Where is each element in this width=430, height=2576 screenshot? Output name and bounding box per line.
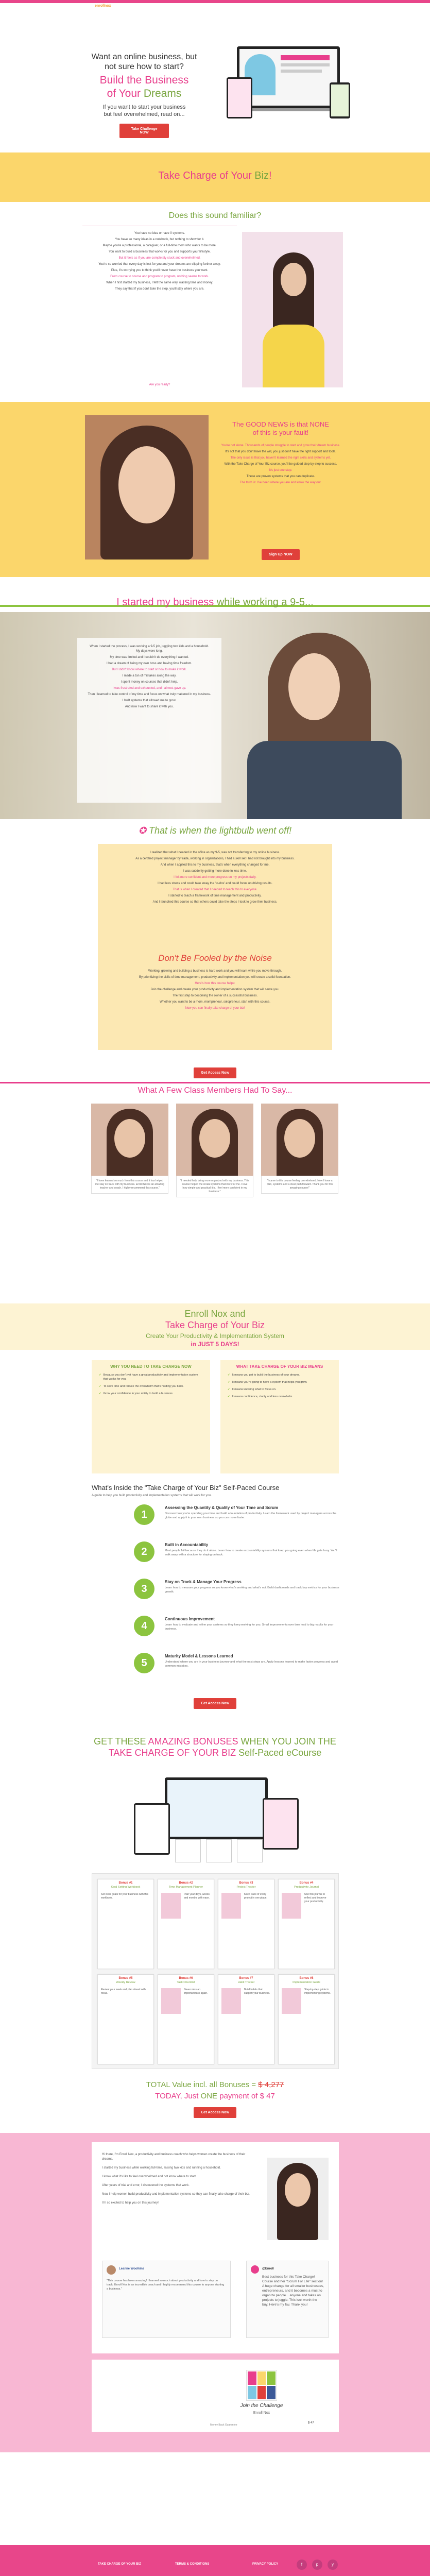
bonus-head [158, 1882, 214, 1885]
means-item-text: It means knowing what to focus on. [232, 1388, 277, 1391]
hero-headline-c: Dreams [143, 88, 182, 99]
why-title: WHY YOU NEED TO TAKE CHARGE NOW [110, 1364, 192, 1369]
testimonial-quote: "I came to this course feeling overwhelmed. Now I have a plan, systems and a clear path forward. Thank you for this amazing course!" [261, 1176, 338, 1194]
enroll-line2: Take Charge of Your Biz [165, 1320, 265, 1330]
bonus-card [158, 1879, 214, 1969]
about-paragraph: I'm so excited to help you on this journey! [102, 2201, 159, 2205]
phone [330, 82, 350, 118]
testimonials-title-b: A Few Class Members Had To Say... [159, 1086, 293, 1095]
step-body: Discover how you're spending your time and build a foundation of productivity. Learn the framework used by project managers across the globe and apply it to your own business so you can move faster. [165, 1512, 337, 1519]
familiar-item: When I first started my business, I felt the same way, wasting time and money. [106, 281, 213, 284]
hero-cta-button[interactable]: Take Challenge NOW [119, 124, 169, 138]
goodnews-item: The truth is: I've been where you are and know the way out. [239, 481, 322, 484]
lightbulb-item: And I launched this course so that others could take the steps I took to grow their business. [152, 901, 278, 904]
bonus-body: Never miss an important task again. [184, 1988, 208, 1995]
bonus-head [279, 1977, 334, 1980]
testimonial-fb [102, 2261, 231, 2338]
started-item: I built systems that allowed me to grow. [122, 699, 177, 702]
today-price [0, 2092, 430, 2100]
fool-title: Don't Be Fooled by the Noise [158, 953, 272, 963]
bonus-image [221, 1893, 241, 1919]
bonus-image [161, 1988, 181, 2014]
payment-icons [246, 2370, 277, 2401]
means-item [228, 1380, 332, 1384]
bonus-title-c: WHEN YOU JOIN THE [238, 1736, 336, 1747]
familiar-item: You're so worried that every day is lost for you and your dreams are slipping further away. [98, 263, 221, 266]
banner-b: Biz [254, 170, 269, 181]
step-title: Built in Accountability [165, 1543, 209, 1547]
instagram-icon [251, 2265, 259, 2274]
bonus-card [97, 1974, 154, 2064]
bonus-title: Weekly Review [116, 1981, 135, 1984]
why-item-text: To save time and reduce the overwhelm that's holding you back. [103, 1385, 184, 1388]
started-item: I was frustrated and exhausted, and I almost gave up. [112, 687, 186, 690]
bonus-image [221, 1988, 241, 2014]
banner-take-charge [0, 152, 430, 202]
check-icon: ✔ [228, 1388, 230, 1391]
bonus-title: Task Checklist [177, 1981, 195, 1984]
lightbulb-item2: By prioritizing the skills of time management, productivity and implementation you will create a solid foundation. [139, 976, 291, 979]
familiar-item: You have so many ideas in a notebook, but nothing to show for it. [115, 238, 204, 241]
step-number: 5 [134, 1653, 154, 1673]
avatar [107, 2265, 116, 2275]
bonus-card [97, 1879, 154, 1969]
started-list [88, 643, 211, 711]
bonus-number: Bonus #7 [239, 1977, 253, 1980]
bonuses-title-line1 [0, 1736, 430, 1747]
about-card [92, 2142, 339, 2353]
pinterest-icon[interactable]: p [312, 2560, 322, 2570]
banner-title [0, 170, 430, 182]
goodnews-list [216, 442, 345, 487]
goodnews-title1: The GOOD NEWS is that NONE [232, 420, 329, 428]
bonus-title: Goal Setting Workbook [111, 1886, 141, 1889]
started-item: And now I want to share it with you. [125, 705, 174, 708]
means-item [228, 1373, 332, 1377]
check-icon: ✔ [228, 1381, 230, 1384]
sign-line1: Join the Challenge [240, 2403, 283, 2409]
lightbulb-item2: Join the challenge and create your productivity and implementation system that will serve you. [150, 988, 280, 991]
bonus-card [218, 1879, 274, 1969]
bonus-head [98, 1977, 153, 1980]
course-step [134, 1653, 340, 1689]
bonus-number: Bonus #8 [299, 1977, 314, 1980]
guarantee-badge: Money Back Guarantee [210, 2424, 237, 2427]
familiar-note: Are you ready? [149, 383, 170, 386]
lightbulb-item2: Working, growing and building a business is hard work and you will learn while you move through. [148, 970, 282, 973]
hero-line2: not sure how to start? [105, 62, 184, 71]
started-item: But I didn't know where to start or how to make it work. [112, 668, 187, 671]
testimonials-title-a: What [137, 1086, 159, 1095]
means-item [228, 1387, 332, 1392]
sign-amount: $ 47 [308, 2421, 314, 2425]
bonus-number: Bonus #5 [118, 1977, 133, 1980]
about-paragraph: Hi there, I'm Enroll Nox, a productivity and business coach who helps women create the business of their dreams. [102, 2153, 246, 2161]
bonus-image [161, 1893, 181, 1919]
banner-a: Take Charge of Your [158, 170, 255, 181]
bonus-title: Productivity Journal [294, 1886, 319, 1889]
enroll-line3: Create Your Productivity & Implementation System [146, 1332, 284, 1340]
divider [0, 1082, 430, 1083]
bonus-title: Habit Tracker [237, 1981, 255, 1984]
goodnews-photo [85, 415, 209, 560]
about-photo [267, 2158, 329, 2240]
total-value [0, 2080, 430, 2089]
why-list [92, 1373, 210, 1396]
lightbulb-item: I had less stress and could take away the 'to-dos' and could focus on driving results. [158, 882, 272, 885]
bonus-grid [92, 1873, 339, 2069]
youtube-icon[interactable]: y [328, 2560, 338, 2570]
familiar-photo [242, 232, 343, 387]
check-icon: ✔ [99, 1374, 101, 1377]
bonus-body: Build habits that support your business. [244, 1988, 270, 1995]
check-icon: ✔ [99, 1385, 101, 1388]
why-item [99, 1384, 203, 1388]
step-title: Assessing the Quantity & Quality of Your Time and Scrum [165, 1505, 279, 1510]
tablet [227, 77, 252, 118]
check-icon: ✔ [228, 1395, 230, 1398]
testimonial-photo [91, 1104, 168, 1181]
lightbulb-list [103, 849, 327, 906]
familiar-item: You want to build a business that works for you and supports your lifestyle. [109, 250, 211, 253]
sign-line2: Enroll Nox [253, 2411, 270, 2415]
goodnews-item: With the Take Charge of Your Biz course, you'll be guided step-by-step to success. [224, 463, 337, 466]
bonus-number: Bonus #2 [179, 1882, 193, 1885]
bonus-title-e: Self-Paced eCourse [236, 1748, 322, 1758]
bonus-title: Project Tracker [236, 1886, 256, 1889]
bonus-head [279, 1882, 334, 1885]
testimonial2-body: Best business for this Take Charge! Course and her "Scrum For Life" section! A huge change for all smaller businesses, entrepreneurs, and it becomes a must to organize people... anyone and takes on projects to juggle. This isn't worth the buy. Here's my fav. Thank you! [262, 2275, 324, 2307]
familiar-list [82, 230, 237, 293]
lightbulb-item: I was suddenly getting more done in less time. [183, 870, 247, 873]
footer-link[interactable]: TERMS & CONDITIONS [175, 2563, 210, 2566]
enroll-line1: Enroll Nox and [184, 1309, 246, 1319]
started-title-b: while working a 9-5... [216, 597, 314, 608]
familiar-item: From course to course and program to program, nothing seems to work. [110, 275, 209, 278]
hero-section [0, 3, 430, 147]
today-d: $ 47 [260, 2092, 275, 2100]
started-item: When I started the process, I was working a 9-5 job, juggling two kids and a household. My days were long. [90, 645, 209, 653]
about-paragraph: After years of trial and error, I discovered the systems that work. [102, 2184, 190, 2187]
lightbulb-item2: The first step to becoming the owner of a successful business. [172, 994, 258, 997]
total-b: $ 4,277 [258, 2080, 284, 2089]
testimonial2-handle: @Enroll [262, 2267, 274, 2270]
enroll-line4: in JUST 5 DAYS! [191, 1341, 239, 1348]
started-item: Then I learned to take control of my time and focus on what truly mattered in my business. [88, 693, 211, 696]
why-item [99, 1373, 203, 1381]
signature-area [92, 2360, 339, 2432]
course-step [134, 1579, 340, 1615]
hero-sub1: If you want to start your business [102, 104, 186, 110]
testimonial-card [261, 1104, 338, 1194]
started-title [0, 597, 430, 608]
lightbulb-item2: Here's how this course helps: [195, 982, 235, 985]
about-section [0, 2133, 430, 2452]
bonuses-cta-button[interactable]: Get Access Now [194, 2107, 236, 2118]
about-paragraph: Now I help women build productivity and implementation systems so they can finally take charge of their biz. [102, 2193, 250, 2196]
bonus-head [158, 1977, 214, 1980]
testimonial-quote: "I needed help being more organized with my business. This course helped me create systems that work for me. I love how simple and practical it is. I feel more confident in my business." [176, 1176, 253, 1197]
familiar-item: You have no idea or have 0 systems. [134, 232, 185, 235]
course-step [134, 1504, 340, 1540]
bonus-head [218, 1977, 274, 1980]
step-number: 2 [134, 1541, 154, 1562]
bonus-title-d: TAKE CHARGE OF YOUR BIZ [108, 1748, 236, 1758]
means-item-text: It means confidence, clarity and less overwhelm. [232, 1395, 293, 1398]
goodnews-item: It's just one step. [269, 469, 293, 472]
step-number: 4 [134, 1616, 154, 1636]
step-body: Most people fail because they do it alone. Learn how to create accountability systems that keep you going even when life gets busy. You'll walk away with a structure for staying on track. [165, 1549, 337, 1556]
hero-sub2: but feel overwhelmed, read on... [104, 111, 185, 117]
lightbulb-item: And when I applied this to my business, that's when everything changed for me. [160, 863, 270, 867]
lightbulb-item: I felt more confident and more progress on my projects daily. [174, 876, 256, 879]
step-number: 3 [134, 1579, 154, 1599]
means-list [220, 1373, 339, 1399]
step-title: Maturity Model & Lessons Learned [165, 1654, 233, 1658]
testimonial1-name: Leanne Woolkins [119, 2267, 145, 2270]
course-step [134, 1541, 340, 1578]
familiar-item: They say that if you don't take the step, you'll stay where you are. [115, 287, 204, 291]
means-box [220, 1360, 339, 1473]
step-body: Learn how to measure your progress so you know what's working and what's not. Build dashboards and track key metrics for your business growth. [165, 1586, 339, 1594]
lightbulb-title: That is when the lightbulb went off! [148, 825, 292, 836]
bonus-image [282, 1988, 301, 2014]
inside-title: What's Inside the "Take Charge of Your Biz" Self-Paced Course [92, 1484, 280, 1492]
goodnews-item: The only issue is that you haven't learned the right skills and systems yet. [230, 456, 331, 460]
bonus-body: Review your week and plan ahead with focus. [101, 1988, 146, 1995]
lightbulb-item: I realized that what I needed in the office as my 9-5, was not transferring to my online business. [150, 851, 280, 854]
facebook-icon[interactable]: f [297, 2560, 307, 2570]
lightbulb-list2 [103, 968, 327, 1012]
logo[interactable]: enrollnox [95, 4, 111, 8]
about-paragraph: I started my business while working full-time, raising two kids and running a household. [102, 2166, 221, 2170]
started-item: I had a dream of being my own boss and having time freedom. [106, 662, 193, 665]
step-title: Stay on Track & Manage Your Progress [165, 1580, 242, 1584]
testimonial-card [176, 1104, 253, 1197]
about-text [102, 2153, 256, 2210]
bonus-devices [134, 1772, 299, 1865]
bonus-number: Bonus #1 [118, 1882, 133, 1885]
lightbulb-item: I started to teach a framework of time management and productivity. [168, 894, 262, 897]
today-b: ONE [200, 2092, 218, 2100]
step-number: 1 [134, 1504, 154, 1525]
step-body: Learn how to evaluate and refine your systems so they keep working for you. Small improvements over time lead to big results for your business. [165, 1623, 334, 1631]
footer-links [0, 2563, 430, 2568]
started-photo-section [0, 612, 430, 819]
bonus-title: Implementation Guide [293, 1981, 320, 1984]
means-item-text: It means you get to build the business of your dreams. [232, 1374, 300, 1377]
testimonial-photo [176, 1104, 253, 1181]
started-title-bar [0, 588, 430, 607]
bonus-body: Keep track of every project in one place. [244, 1893, 267, 1900]
lightbulb-item: That is when I created that I needed to teach this to everyone. [173, 888, 257, 891]
started-item: I spent money on courses that didn't help. [121, 681, 178, 684]
means-item-text: It means you're going to have a system that helps you grow. [232, 1381, 307, 1384]
started-title-a: I started my business [116, 597, 217, 608]
testimonial-quote: "I have learned so much from this course and it has helped me stay on track with my business. Enroll Nox is an amazing teacher and coach. I highly recommend this course." [91, 1176, 168, 1194]
about-paragraph: I know what it's like to feel overwhelmed and not know where to start. [102, 2175, 197, 2178]
footer-link[interactable]: TAKE CHARGE OF YOUR BIZ [98, 2563, 141, 2566]
testimonial-photo [261, 1104, 338, 1181]
bonus-number: Bonus #6 [179, 1977, 193, 1980]
goodnews-section [0, 402, 430, 577]
goodnews-item: These are proven systems that you can duplicate. [246, 475, 315, 478]
familiar-item: But it feels as if you are completely stuck and overwhelmed. [118, 257, 201, 260]
testimonial-card [91, 1104, 168, 1194]
lightbulb-item: As a certified project manager by trade, working in organizations, I had a skill set I had not brought into my business. [135, 857, 295, 860]
why-box [92, 1360, 210, 1473]
step-title: Continuous Improvement [165, 1617, 215, 1621]
goodnews-item: You're not alone. Thousands of people struggle to start and grow their dream business. [221, 444, 340, 447]
hero-headline-b [82, 88, 206, 100]
means-item [228, 1395, 332, 1399]
course-step [134, 1616, 340, 1652]
testimonials-title [0, 1086, 430, 1095]
familiar-item: Maybe you're a professional, a caregiver, or a full-time mom who wants to be more. [102, 244, 217, 247]
lightbulb-item2: Now you can finally take charge of your biz! [185, 1007, 245, 1010]
bonus-body: Use this journal to reflect and improve your productivity. [304, 1893, 326, 1903]
testimonial-ig [246, 2261, 329, 2338]
lightbulb-item2: Whether you want to be a mom, mompreneur, solopreneur, start with this course. [160, 1001, 270, 1004]
why-item [99, 1392, 203, 1396]
lightbulb-cta-button[interactable]: Get Access Now [194, 1067, 236, 1078]
goodnews-title2: of this is your fault! [252, 429, 309, 436]
today-c: payment of [217, 2092, 260, 2100]
bonuses-title-line2 [0, 1748, 430, 1758]
bonus-title-b: AMAZING BONUSES [148, 1736, 238, 1747]
why-item-text: Grow your confidence in your ability to build a business. [103, 1392, 174, 1395]
testimonials-row [91, 1104, 338, 1274]
step-body: Understand where you are in your business journey and what the next steps are. Apply lessons learned to make faster progress and avoid common mistakes. [165, 1660, 338, 1668]
bonus-body: Set clear goals for your business with this workbook. [101, 1893, 148, 1900]
means-title: WHAT TAKE CHARGE OF YOUR BIZ MEANS [236, 1364, 323, 1369]
hero-headline-a: Build the Business [99, 74, 189, 86]
footer [0, 2545, 430, 2576]
hero-line1: Want an online business, but [91, 53, 197, 61]
bonus-number: Bonus #4 [299, 1882, 314, 1885]
bonus-body: Plan your days, weeks and months with ease. [184, 1893, 210, 1900]
goodnews-item: It's not that you don't have the will, you just don't have the right support and tools. [225, 450, 336, 453]
check-icon: ✔ [99, 1392, 101, 1395]
check-icon: ✔ [228, 1374, 230, 1377]
inside-cta-button[interactable]: Get Access Now [194, 1698, 236, 1709]
bonus-head [218, 1882, 274, 1885]
bonus-card [278, 1974, 335, 2064]
testimonial1-body: "This course has been amazing! I learned so much about productivity and how to stay on track. Enroll Nox is an incredible coach and I highly recommend this course to anyone starting a business." [107, 2279, 225, 2291]
bonus-body: Step-by-step guide to implementing systems. [304, 1988, 331, 1995]
bonus-head [98, 1882, 153, 1885]
bonus-title-a: GET THESE [94, 1736, 148, 1747]
inside-sub: A guide to help you build productivity and implementation systems that will work for you. [92, 1494, 212, 1497]
steps-list [134, 1504, 340, 1700]
familiar-title: Does this sound familiar? [168, 211, 262, 220]
bonus-card [218, 1974, 274, 2064]
total-a: TOTAL Value incl. all Bonuses = [146, 2080, 259, 2089]
enroll-banner [0, 1303, 430, 1350]
banner-c: ! [269, 170, 272, 181]
why-item-text: Because you don't yet have a great productivity and implementation system that works for you. [103, 1374, 198, 1381]
bonus-number: Bonus #3 [239, 1882, 253, 1885]
footer-link[interactable]: PRIVACY POLICY [252, 2563, 279, 2566]
familiar-item: Plus, it's worrying you to think you'll never have the business you want. [111, 269, 209, 272]
bonus-image [282, 1893, 301, 1919]
started-item: I made a ton of mistakes along the way. [122, 674, 177, 677]
lightbulb-icon: ✪ [138, 825, 146, 836]
lightbulb-title-wrap [0, 824, 430, 838]
familiar-section [0, 202, 430, 398]
today-a: TODAY, Just [155, 2092, 201, 2100]
bonus-title: Time Management Planner [168, 1886, 203, 1889]
hero-device-mockup [227, 46, 350, 134]
goodnews-cta-button[interactable]: Sign Up NOW [262, 549, 300, 560]
laptop-screen [237, 46, 340, 108]
hero-headline-b-text: of Your [107, 88, 144, 99]
bonus-card [278, 1879, 335, 1969]
started-item: My time was limited and I couldn't do everything I wanted. [110, 656, 189, 659]
bonus-card [158, 1974, 214, 2064]
lightbulb-box [98, 844, 332, 1050]
